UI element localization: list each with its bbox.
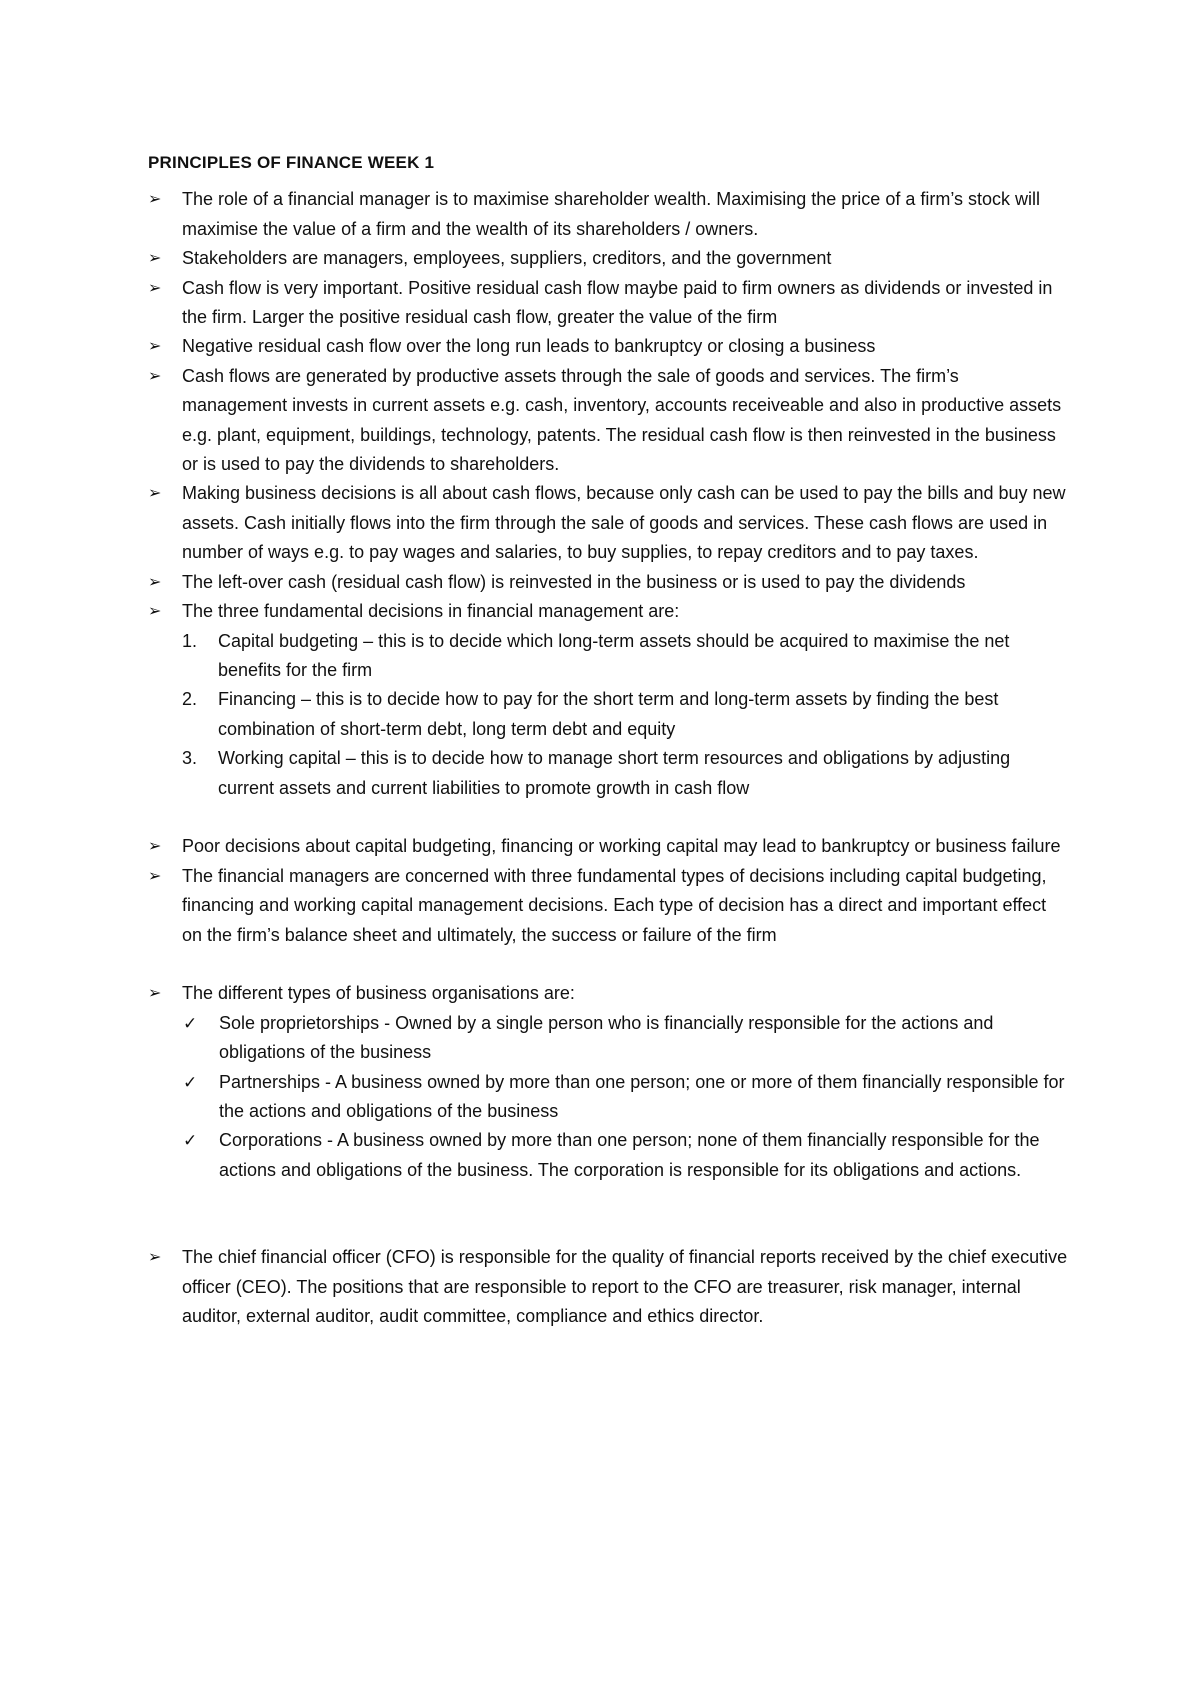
list-item [148, 979, 1068, 1008]
checklist-item-text: Sole proprietorships - Owned by a single person who is financially responsible for the actions and obligations of the business [219, 1012, 994, 1063]
checkmark-icon: ✓ [183, 1131, 198, 1151]
checklist-item [148, 1009, 1068, 1068]
list-item [148, 244, 1068, 273]
list-item-text: Making business decisions is all about cash flows, because only cash can be used to pay the bills and buy new assets. Cash initially flows into the firm through the sale of goods and services. These cash flows are used in number of ways e.g. to pay wages and salaries, to buy supplies, to repay creditors and to pay taxes. [182, 483, 1066, 563]
checklist-item-text: Corporations - A business owned by more than one person; none of them financially responsible for the actions and obligations of the business. The corporation is responsible for its obligations and actions. [219, 1130, 1040, 1180]
numbered-item [148, 685, 1068, 744]
numbered-item-text: Financing – this is to decide how to pay for the short term and long-term assets by finding the best combination of short-term debt, long term debt and equity [218, 689, 999, 739]
checklist-item [148, 1068, 1068, 1127]
arrow-bullet-icon: ➢ [148, 573, 162, 591]
arrow-bullet-icon: ➢ [148, 1249, 162, 1267]
spacer [148, 803, 1068, 832]
arrow-bullet-icon: ➢ [148, 838, 162, 856]
arrow-bullet-icon: ➢ [148, 603, 162, 621]
list-item-text: Stakeholders are managers, employees, suppliers, creditors, and the government [182, 248, 832, 269]
list-item [148, 862, 1068, 950]
list-item [148, 332, 1068, 361]
list-item [148, 568, 1068, 597]
list-item-text: The different types of business organisations are: [182, 983, 575, 1004]
list-item-text: The three fundamental decisions in financial management are: [182, 601, 680, 622]
list-item-text: Cash flows are generated by productive assets through the sale of goods and services. The firm’s management invests in current assets e.g. cash, inventory, accounts receiveable and also in productive assets e.g. plant, equipment, buildings, technology, patents. The residual cash flow is then reinvested in the business or is used to pay the dividends to shareholders. [182, 365, 1062, 475]
list-item-text: Negative residual cash flow over the long run leads to bankruptcy or closing a business [182, 336, 876, 357]
document-body [148, 148, 1068, 1331]
checklist-item-text: Partnerships - A business owned by more than one person; one or more of them financially responsible for the actions and obligations of the business [219, 1071, 1065, 1121]
list-item [148, 479, 1068, 567]
list-item [148, 1243, 1068, 1331]
spacer [148, 1185, 1068, 1243]
item-number: 1. [182, 630, 198, 651]
list-item-text: The left-over cash (residual cash flow) is reinvested in the business or is used to pay the dividends [182, 571, 966, 592]
arrow-bullet-icon: ➢ [148, 191, 162, 209]
list-item [148, 597, 1068, 626]
arrow-bullet-icon: ➢ [148, 867, 162, 885]
list-item-text: The role of a financial manager is to maximise shareholder wealth. Maximising the price of a firm’s stock will maximise the value of a firm and the wealth of its shareholders / owners. [182, 189, 1041, 239]
checkmark-icon: ✓ [183, 1013, 198, 1033]
list-item-text: The financial managers are concerned with three fundamental types of decisions including capital budgeting, financing and working capital management decisions. Each type of decision has a direct and important effect on the firm’s balance sheet and ultimately, the success or failure of the firm [182, 865, 1047, 945]
arrow-bullet-icon: ➢ [148, 338, 162, 356]
list-item-text: Poor decisions about capital budgeting, financing or working capital may lead to bankruptcy or business failure [182, 836, 1061, 857]
arrow-bullet-icon: ➢ [148, 485, 162, 503]
arrow-bullet-icon: ➢ [148, 250, 162, 268]
list-item [148, 362, 1068, 480]
page-title: PRINCIPLES OF FINANCE WEEK 1 [148, 153, 435, 172]
item-number: 2. [182, 689, 198, 710]
numbered-item-text: Working capital – this is to decide how to manage short term resources and obligations by adjusting current assets and current liabilities to promote growth in cash flow [218, 748, 1011, 798]
checkmark-icon: ✓ [183, 1072, 198, 1092]
list-item [148, 274, 1068, 333]
list-item [148, 185, 1068, 244]
list-item-text: The chief financial officer (CFO) is responsible for the quality of financial reports received by the chief executive officer (CEO). The positions that are responsible to report to the CFO are treasurer, risk manager, internal auditor, external auditor, audit committee, compliance and ethics director. [182, 1247, 1068, 1326]
numbered-item [148, 627, 1068, 686]
list-item [148, 832, 1068, 861]
item-number: 3. [182, 748, 198, 769]
numbered-item [148, 744, 1068, 803]
spacer [148, 950, 1068, 979]
numbered-item-text: Capital budgeting – this is to decide which long-term assets should be acquired to maximise the net benefits for the firm [218, 630, 1010, 680]
checklist-item [148, 1126, 1068, 1185]
list-item-text: Cash flow is very important. Positive residual cash flow maybe paid to firm owners as dividends or invested in the firm. Larger the positive residual cash flow, greater the value of the firm [182, 277, 1053, 328]
arrow-bullet-icon: ➢ [148, 279, 162, 297]
arrow-bullet-icon: ➢ [148, 367, 162, 385]
arrow-bullet-icon: ➢ [148, 985, 162, 1003]
